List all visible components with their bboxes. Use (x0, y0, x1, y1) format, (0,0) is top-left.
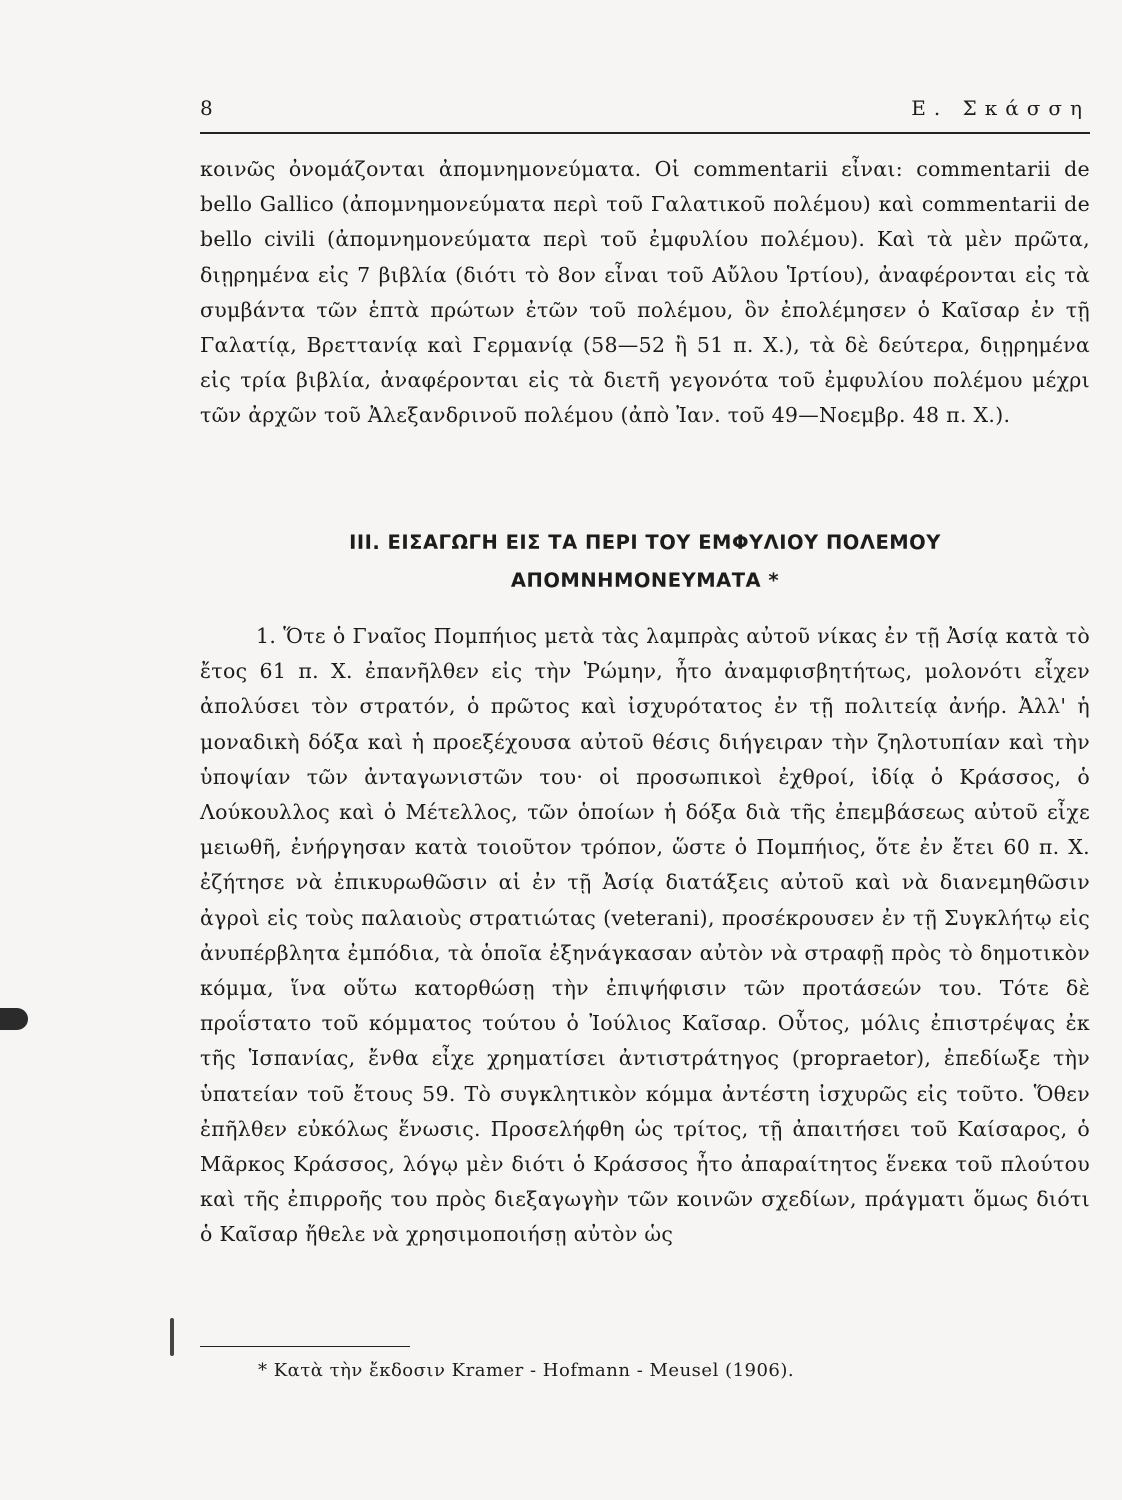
page-header (200, 96, 1090, 130)
margin-mark (170, 1318, 174, 1356)
section-heading (200, 524, 1090, 600)
edge-blot (0, 1008, 28, 1030)
intro-text-block (200, 152, 1090, 434)
header-rule (200, 132, 1090, 134)
footnote-rule (200, 1346, 410, 1347)
intro-paragraph: κοινῶς ὀνομάζονται ἀπομνημονεύματα. Οἱ commentarii εἶναι: commentarii de bello Gallico (ἀπομνημονεύματα περὶ τοῦ Γαλατικοῦ πολέμου) καὶ commentarii de bello civili (ἀπομνημονεύματα περὶ τοῦ ἐμφυλίου πολέμου). Καὶ τὰ μὲν πρῶτα, διῃρημένα εἰς 7 βιβλία (διότι τὸ 8ον εἶναι τοῦ Αὔλου Ἱρτίου), ἀναφέρονται εἰς τὰ συμβάντα τῶν ἑπτὰ πρώτων ἐτῶν τοῦ πολέμου, ὃν ἐπολέμησεν ὁ Καῖσαρ ἐν τῇ Γαλατίᾳ, Βρεττανίᾳ καὶ Γερμανίᾳ (58—52 ἢ 51 π. Χ.), τὰ δὲ δεύτερα, διῃρημένα εἰς τρία βιβλία, ἀναφέρονται εἰς τὰ διετῆ γεγονότα τοῦ ἐμφυλίου πολέμου μέχρι τῶν ἀρχῶν τοῦ Ἀλεξανδρινοῦ πολέμου (ἀπὸ Ἰαν. τοῦ 49—Νοεμβρ. 48 π. Χ.). (200, 157, 1090, 428)
section-text-block (200, 619, 1090, 1253)
footnote: * Κατὰ τὴν ἔκδοσιν Kramer - Hofmann - Meusel (1906). (258, 1360, 795, 1381)
section-heading-line-1: ΙΙΙ. ΕΙΣΑΓΩΓΗ ΕΙΣ ΤΑ ΠΕΡΙ ΤΟΥ ΕΜΦΥΛΙΟΥ ΠΟΛΕΜΟΥ (349, 531, 941, 554)
running-head: Ε. Σκάσση (911, 96, 1090, 120)
page-number: 8 (200, 96, 213, 120)
paragraph-1: 1. Ὅτε ὁ Γναῖος Πομπήιος μετὰ τὰς λαμπρὰς αὐτοῦ νίκας ἐν τῇ Ἀσίᾳ κατὰ τὸ ἔτος 61 π. Χ. ἐπανῆλθεν εἰς τὴν Ῥώμην, ἦτο ἀναμφισβητήτως, μολονότι εἶχεν ἀπολύσει τὸν στρατόν, ὁ πρῶτος καὶ ἰσχυρότατος ἐν τῇ πολιτείᾳ ἀνήρ. Ἀλλ' ἡ μοναδικὴ δόξα καὶ ἡ προεξέχουσα αὐτοῦ θέσις διήγειραν τὴν ζηλοτυπίαν καὶ τὴν ὑποψίαν τῶν ἀνταγωνιστῶν του· οἱ προσωπικοὶ ἐχθροί, ἰδίᾳ ὁ Κράσσος, ὁ Λούκουλλος καὶ ὁ Μέτελλος, τῶν ὁποίων ἡ δόξα διὰ τῆς ἐπεμβάσεως αὐτοῦ εἶχε μειωθῆ, ἐνήργησαν κατὰ τοιοῦτον τρόπον, ὥστε ὁ Πομπήιος, ὅτε ἐν ἔτει 60 π. Χ. ἐζήτησε νὰ ἐπικυρωθῶσιν αἱ ἐν τῇ Ἀσίᾳ διατάξεις αὐτοῦ καὶ νὰ διανεμηθῶσιν ἀγροὶ εἰς τοὺς παλαιοὺς στρατιώτας (veterani), προσέκρουσεν ἐν τῇ Συγκλήτῳ εἰς ἀνυπέρβλητα ἐμπόδια, τὰ ὁποῖα ἐξηνάγκασαν αὐτὸν νὰ στραφῇ πρὸς τὸ δημοτικὸν κόμμα, ἵνα οὕτω κατορθώσῃ τὴν ἐπιψήφισιν τῶν προτάσεών του. Τότε δὲ προΐστατο τοῦ κόμματος τούτου ὁ Ἰούλιος Καῖσαρ. Οὗτος, μόλις ἐπιστρέψας ἐκ τῆς Ἱσπανίας, ἔνθα εἶχε χρηματίσει ἀντιστράτηγος (propraetor), ἐπεδίωξε τὴν ὑπατείαν τοῦ ἔτους 59. Τὸ συγκλητικὸν κόμμα ἀντέστη ἰσχυρῶς εἰς τοῦτο. Ὅθεν ἐπῆλθεν εὐκόλως ἕνωσις. Προσελήφθη ὡς τρίτος, τῇ ἀπαιτήσει τοῦ Καίσαρος, ὁ Μᾶρκος Κράσσος, λόγῳ μὲν διότι ὁ Κράσσος ἦτο ἀπαραίτητος ἕνεκα τοῦ πλούτου καὶ τῆς ἐπιρροῆς του πρὸς διεξαγωγὴν τῶν κοινῶν σχεδίων, πράγματι ὅμως διότι ὁ Καῖσαρ ἤθελε νὰ χρησιμοποιήσῃ αὐτὸν ὡς (200, 624, 1090, 1247)
section-heading-line-2: ΑΠΟΜΝΗΜΟΝΕΥΜΑΤΑ * (510, 569, 780, 592)
